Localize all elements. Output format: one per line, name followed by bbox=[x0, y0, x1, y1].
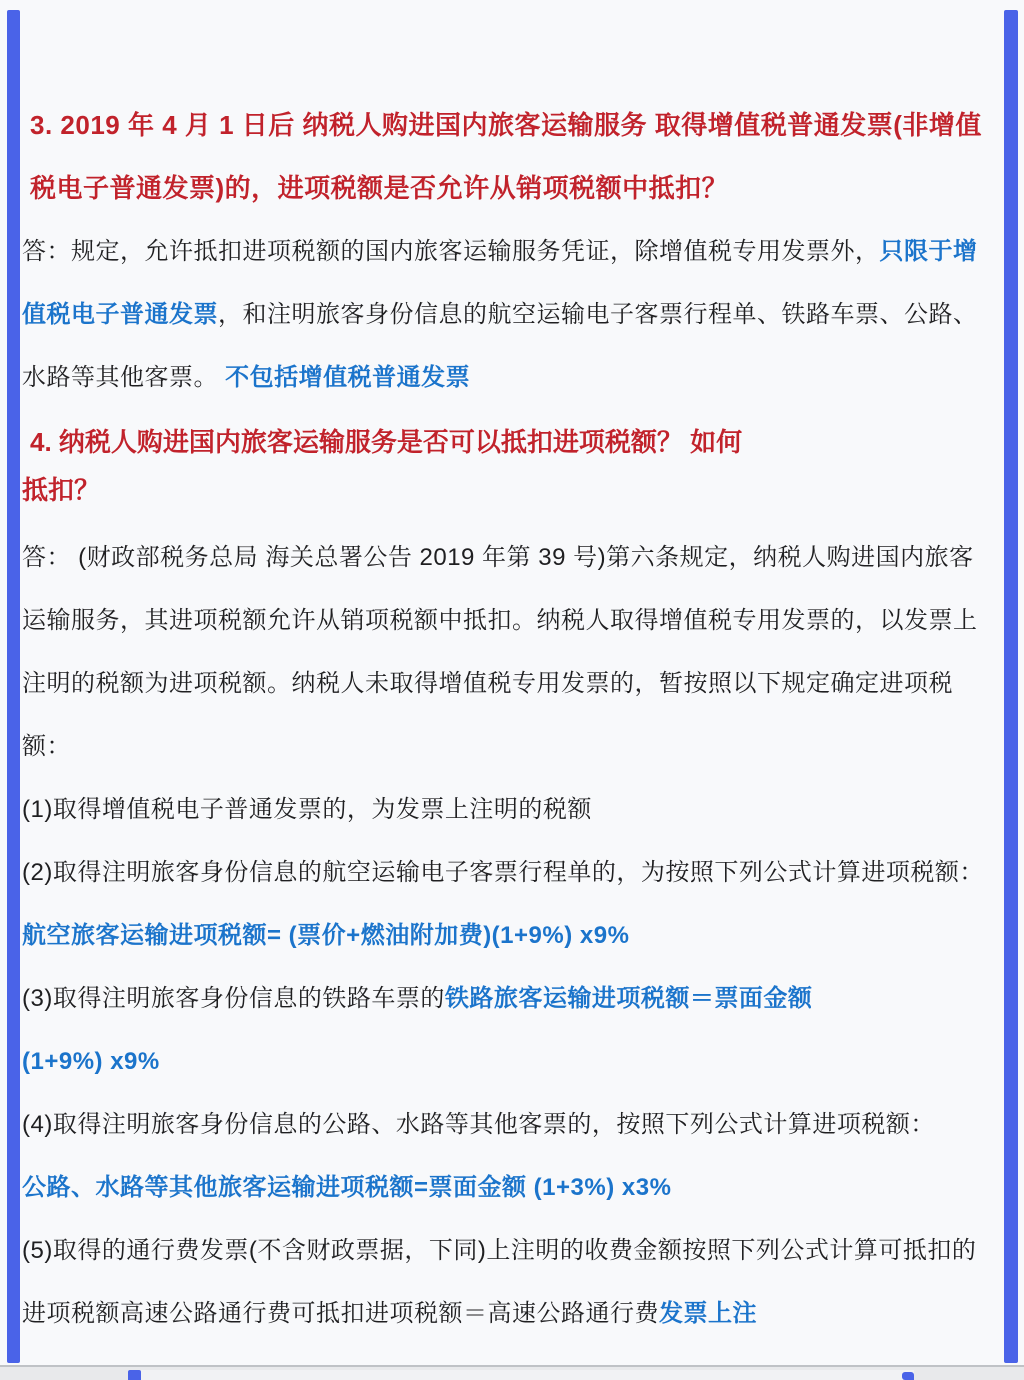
question-4-heading bbox=[22, 409, 990, 526]
list-item-1: (1)取得增值税电子普通发票的，为发票上注明的税额 bbox=[22, 796, 592, 823]
document-content bbox=[22, 0, 990, 1345]
list-item-4: (4)取得注明旅客身份信息的公路、水路等其他客票的，按照下列公式计算进项税额： bbox=[22, 1111, 935, 1138]
answer-3-text-2: ，和注明旅客身份信息的航空运输电子客票行程单、铁路车票、公路、水路等其他客票。 bbox=[22, 301, 978, 391]
rail-formula-line-1: 铁路旅客运输进项税额＝票面金额 bbox=[444, 985, 813, 1012]
list-item-5 bbox=[22, 1219, 990, 1345]
answer-3-text-1: 答：规定，允许抵扣进项税额的国内旅客运输服务凭证，除增值税专用发票外， bbox=[22, 238, 880, 265]
answer-3-highlight-2: 不包括增值税普通发票 bbox=[225, 364, 471, 391]
answer-4-intro-paragraph: 答： (财政部税务总局 海关总署公告 2019 年第 39 号)第六条规定，纳税人购进国内旅客运输服务，其进项税额允许从销项税额中抵扣。纳税人取得增值税专用发票的，以发票上注明的税额为进项税额。纳税人未取得增值税专用发票的，暂按照以下规定确定进项税额： bbox=[22, 544, 978, 760]
question-4-heading-line-2: 抵扣？ bbox=[22, 475, 101, 505]
question-3-text: 3. 2019 年 4 月 1 日后 纳税人购进国内旅客运输服务 取得增值税普通发票(非增值税电子普通发票)的，进项税额是否允许从销项税额中抵扣？ bbox=[30, 110, 982, 203]
right-accent-bar bbox=[1004, 10, 1018, 1363]
list-item-5-text: (5)取得的通行费发票(不含财政票据，下同)上注明的收费金额按照下列公式计算可抵扣的进项税额高速公路通行费可抵扣进项税额＝高速公路通行费 bbox=[22, 1237, 977, 1327]
question-3-heading bbox=[22, 94, 990, 220]
question-4-heading-line-1: 4. 纳税人购进国内旅客运输服务是否可以抵扣进项税额？ 如何 bbox=[30, 427, 743, 457]
list-item-3-text: (3)取得注明旅客身份信息的铁路车票的 bbox=[22, 985, 445, 1012]
list-item-5-highlight: 发票上注 bbox=[659, 1300, 757, 1327]
air-transport-formula: 航空旅客运输进项税额= (票价+燃油附加费)(1+9%) x9% bbox=[22, 922, 630, 949]
next-page-left-bar bbox=[128, 1370, 141, 1380]
page-break bbox=[0, 1365, 1024, 1380]
answer-3-paragraph bbox=[22, 220, 990, 409]
rail-formula-line-2: (1+9%) x9% bbox=[22, 1048, 160, 1075]
answer-3-highlight-1: 只限于增值税电子普通发票 bbox=[22, 238, 978, 328]
list-item-2: (2)取得注明旅客身份信息的航空运输电子客票行程单的，为按照下列公式计算进项税额： bbox=[22, 859, 984, 886]
list-item-3 bbox=[22, 967, 990, 1093]
next-page-edge bbox=[128, 1370, 914, 1380]
road-water-formula: 公路、水路等其他旅客运输进项税额=票面金额 (1+3%) x3% bbox=[22, 1174, 672, 1201]
next-page-right-bar bbox=[902, 1372, 914, 1380]
left-accent-bar bbox=[7, 10, 20, 1363]
